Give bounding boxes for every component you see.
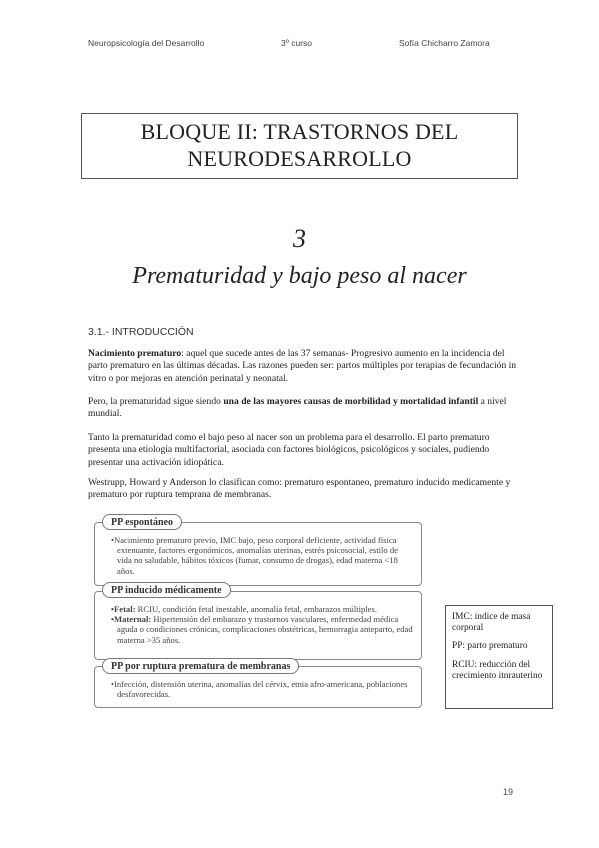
chapter-title: Prematuridad y bajo peso al nacer — [132, 263, 467, 289]
section-heading: 3.1.- INTRODUCCIÓN — [88, 326, 194, 338]
paragraph-etiologia: Tanto la prematuridad como el bajo peso al nacer son un problema para el desarrollo. El parto prematuro presenta una etiología multifactorial, asociada con factores biológicos, psicológicos y sociales, pudiendo presentar una activación idiopática. — [88, 432, 490, 468]
block-title-box — [81, 113, 518, 179]
legend-rciu: RCIU: reducción del crecimiento itnrauterino — [452, 659, 543, 681]
legend-imc: IMC: índice de masa corporal — [452, 612, 531, 634]
header-year: 3º curso — [281, 38, 312, 48]
paragraph-clasificacion: Westrupp, Howard y Anderson lo clasifican como: prematuro espontaneo, prematuro inducido medicamente y prematuro por ruptura temprana de membranas. — [88, 477, 511, 501]
label-pp-espontaneo: PP espontáneo — [102, 514, 182, 530]
classification-figure — [88, 512, 426, 712]
fetal-text: RCIU, condición fetal inestable, anomalía fetal, embarazos múltiples. — [135, 604, 377, 614]
bold-phrase: una de las mayores causas de morbilidad y mortalidad infantil — [223, 396, 479, 407]
box-pp-inducido — [94, 591, 422, 660]
list-item-fetal — [111, 604, 413, 614]
page-number: 19 — [503, 787, 514, 797]
box-pp-espontaneo — [94, 522, 422, 586]
block-title-line1: BLOQUE II: TRASTORNOS DEL — [140, 119, 459, 144]
paragraph-text: : aquel que sucede antes de las 37 semanas- Progresivo aumento en la incidencia del parto prematuro en las últimas décadas. Las razones pueden ser: partos múltiples por terapias de fecundación in vitro o por mejoras en atención perinatal y neonatal. — [88, 348, 517, 384]
chapter-number: 3 — [293, 224, 306, 253]
block-title-line2: NEURODESARROLLO — [187, 146, 412, 171]
fetal-label: •Fetal: — [111, 604, 136, 614]
header-author: Sofía Chicharro Zamora — [399, 38, 490, 48]
paragraph-morbilidad — [88, 396, 520, 421]
legend-pp: PP: parto prematuro — [452, 641, 528, 652]
term-nacimiento-prematuro: Nacimiento prematuro — [88, 348, 182, 359]
list-item-maternal — [111, 614, 413, 645]
list-item: •Infección, distensión uterina, anomalías del cérvix, etnia afro-americana, poblaciones desfavorecidas. — [111, 679, 408, 700]
paragraph-text: Pero, la prematuridad sigue siendo — [88, 396, 224, 407]
paragraph-nacimiento — [88, 348, 520, 385]
list-item: •Nacimiento prematuro previo, IMC bajo, peso corporal deficiente, actividad física extenuante, factores ergonómicos, anomalías uterinas, estrés psicosocial, estilo de vida no saludable, hábitos tóxicos (fumar, consumo de drogas), edad materna <18 años. — [111, 535, 398, 576]
maternal-text: Hipertensión del embarazo y trastornos vasculares, enfermedad médica aguda o condiciones crónicas, complicaciones obstétricas, hemorragia anteparto, edad materna >35 años. — [117, 614, 413, 645]
label-pp-ruptura: PP por ruptura prematura de membranas — [102, 658, 299, 674]
label-pp-inducido: PP inducido médicamente — [102, 582, 231, 598]
abbreviations-box — [445, 605, 553, 709]
header-course: Neuropsicología del Desarrollo — [88, 38, 205, 48]
paragraph-text: a nivel mundial. — [88, 396, 507, 420]
maternal-label: •Maternal: — [111, 614, 152, 625]
